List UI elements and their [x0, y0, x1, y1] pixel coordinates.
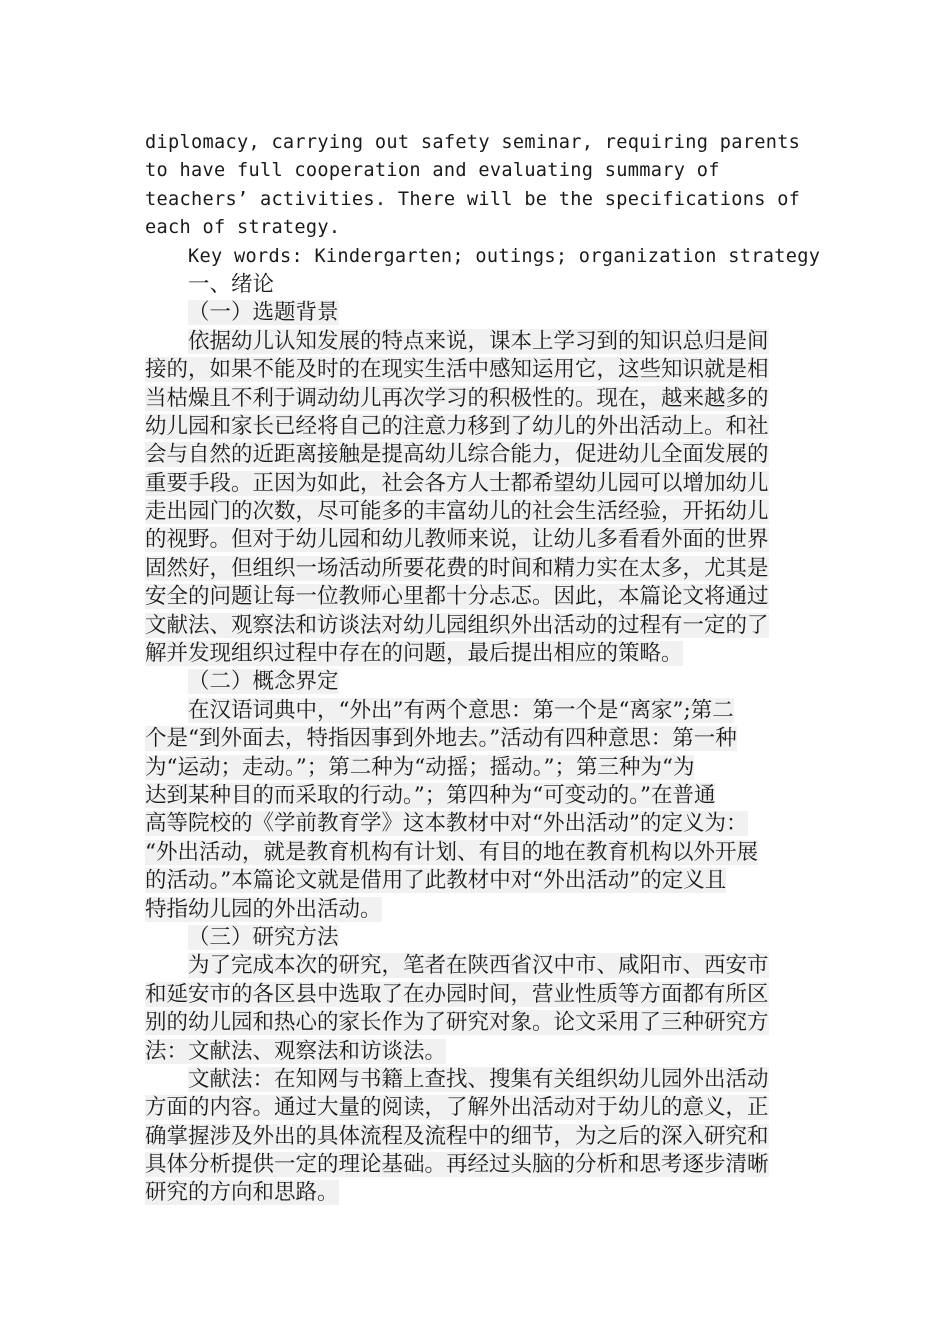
section-heading-text: （一）选题背景	[188, 300, 339, 326]
paragraph-text: 安全的问题让每一位教师心里都十分忐忑。因此，本篇论文将通过	[145, 584, 769, 610]
paragraph-line	[145, 470, 815, 498]
paragraph-text: 的视野。但对于幼儿园和幼儿教师来说，让幼儿多看看外面的世界	[145, 527, 769, 553]
paragraph-text: 走出园门的次数，尽可能多的丰富幼儿的社会生活经验，开拓幼儿	[145, 499, 769, 525]
paragraph-line	[145, 896, 815, 924]
paragraph-text: 为了完成本次的研究，笔者在陕西省汉中市、咸阳市、西安市	[188, 953, 769, 979]
paragraph-text: 接的，如果不能及时的在现实生活中感知运用它，这些知识就是相	[145, 357, 769, 383]
paragraph-text: 法：文献法、观察法和访谈法。	[145, 1038, 447, 1064]
paragraph-text: 在汉语词典中，“外出”有两个意思：第一个是“离家”;第二	[188, 697, 734, 723]
paragraph-text: 确掌握涉及外出的具体流程及流程中的细节，为之后的深入研究和	[145, 1123, 769, 1149]
paragraph-text: 和延安市的各区县中选取了在办园时间，营业性质等方面都有所区	[145, 981, 769, 1007]
paragraph-line	[145, 839, 815, 867]
paragraph-line	[145, 754, 815, 782]
section-heading-text: （三）研究方法	[188, 924, 339, 950]
paragraph-line	[145, 952, 815, 980]
paragraph-text: 达到某种目的而采取的行动。”；第四种为“可变动的。”在普通	[145, 782, 716, 808]
paragraph-text: 方面的内容。通过大量的阅读，了解外出活动对于幼儿的意义，正	[145, 1095, 769, 1121]
paragraph-line	[145, 867, 815, 895]
paragraph-line	[145, 782, 815, 810]
paragraph-line	[145, 981, 815, 1009]
paragraph-text: 文献法、观察法和访谈法对幼儿园组织外出活动的过程有一定的了	[145, 612, 769, 638]
paragraph-text: 具体分析提供一定的理论基础。再经过头脑的分析和思考逐步清晰	[145, 1152, 769, 1178]
paragraph-line	[145, 1094, 815, 1122]
paragraph-line	[145, 356, 815, 384]
paragraph-line	[145, 640, 815, 668]
paragraph-line	[145, 328, 815, 356]
paragraph-line	[145, 1066, 815, 1094]
paragraph-line	[145, 555, 815, 583]
paragraph-text: 别的幼儿园和热心的家长作为了研究对象。论文采用了三种研究方	[145, 1010, 769, 1036]
paragraph-line	[145, 583, 815, 611]
paragraph-line	[145, 725, 815, 753]
paragraph-text: 会与自然的近距离接触是提高幼儿综合能力，促进幼儿全面发展的	[145, 442, 769, 468]
paragraph-line	[145, 413, 815, 441]
paragraph-line	[145, 1151, 815, 1179]
paragraph-text: 的活动。”本篇论文就是借用了此教材中对“外出活动”的定义且	[145, 868, 727, 894]
abstract-line: each of strategy.	[145, 217, 341, 239]
paragraph-text: 研究的方向和思路。	[145, 1180, 339, 1206]
paragraph-text: 解并发现组织过程中存在的问题，最后提出相应的策略。	[145, 641, 683, 667]
paragraph-text: 个是“到外面去，特指因事到外地去。”活动有四种意思：第一种	[145, 726, 737, 752]
paragraph-text: 固然好，但组织一场活动所要花费的时间和精力实在太多，尤其是	[145, 555, 769, 581]
keywords-line: Key words: Kindergarten; outings; organization strategy	[188, 245, 821, 267]
paragraph-text: “外出活动，就是教育机构有计划、有目的地在教育机构以外开展	[145, 839, 758, 865]
paragraph-line	[145, 697, 815, 725]
chapter-heading: 一、绪论	[188, 271, 275, 297]
paragraph-text: 幼儿园和家长已经将自己的注意力移到了幼儿的外出活动上。和社	[145, 413, 769, 439]
paragraph-text: 高等院校的《学前教育学》这本教材中对“外出活动”的定义为：	[145, 811, 748, 837]
paragraph-line	[145, 1009, 815, 1037]
paragraph-text: 依据幼儿认知发展的特点来说，课本上学习到的知识总归是间	[188, 328, 769, 354]
section-heading-background	[145, 924, 815, 952]
paragraph-line	[145, 1179, 815, 1207]
paragraph-text: 当枯燥且不利于调动幼儿再次学习的积极性的。现在，越来越多的	[145, 385, 769, 411]
section-heading-background	[145, 668, 815, 696]
paragraph-line	[145, 810, 815, 838]
paragraph-line	[145, 498, 815, 526]
paragraph-line	[145, 1038, 815, 1066]
paragraph-text: 重要手段。正因为如此，社会各方人士都希望幼儿园可以增加幼儿	[145, 470, 769, 496]
abstract-line: to have full cooperation and evaluating summary of	[145, 160, 720, 182]
paragraph-line	[145, 526, 815, 554]
paragraph-line	[145, 612, 815, 640]
section-heading-background	[145, 299, 815, 327]
paragraph-line	[145, 385, 815, 413]
page-content	[145, 129, 821, 1208]
section-heading-text: （二）概念界定	[188, 669, 339, 695]
paragraph-line	[145, 441, 815, 469]
paragraph-text: 特指幼儿园的外出活动。	[145, 896, 382, 922]
abstract-line: diplomacy, carrying out safety seminar, requiring parents	[145, 132, 801, 153]
paragraph-text: 为“运动；走动。”；第二种为“动摇；摇动。”；第三种为“为	[145, 754, 695, 780]
paragraph-line	[145, 1123, 815, 1151]
paragraph-text: 文献法：在知网与书籍上查找、搜集有关组织幼儿园外出活动	[188, 1066, 769, 1092]
abstract-line: teachers’ activities. There will be the specifications of	[145, 188, 801, 210]
